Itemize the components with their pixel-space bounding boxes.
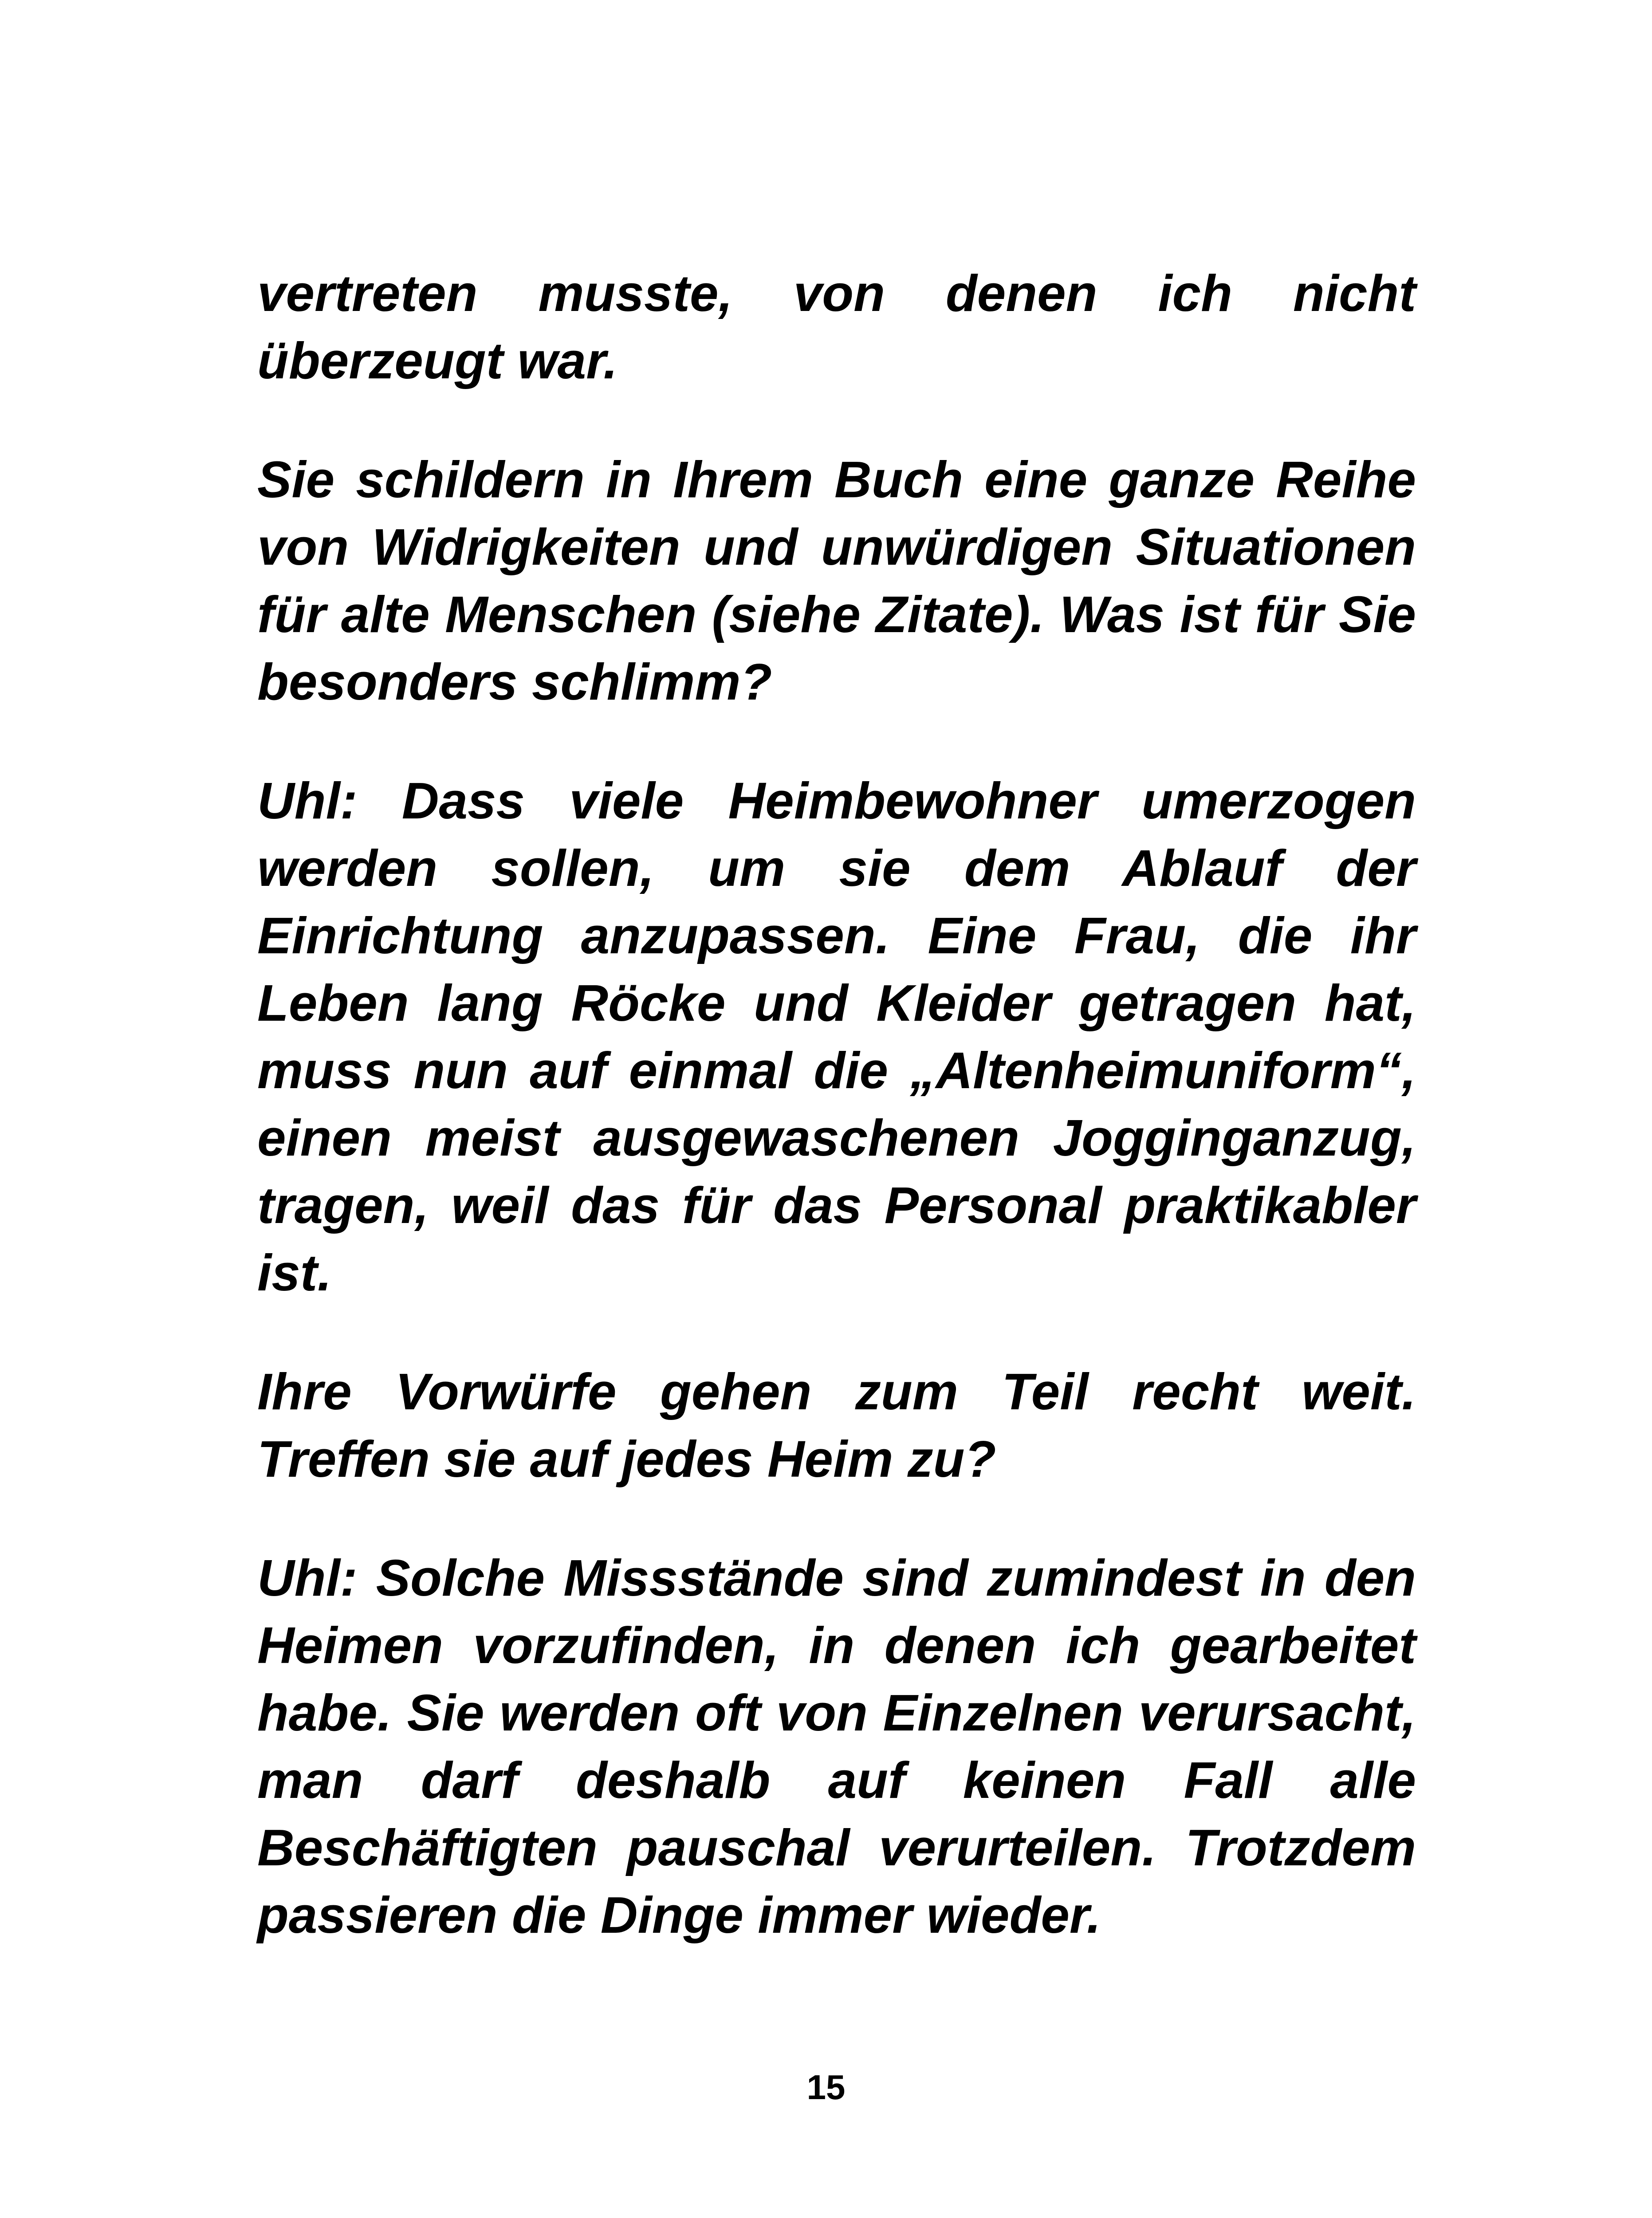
body-text [257,260,1416,1949]
page-number: 15 [806,2068,846,2107]
paragraph-question-1: Sie schildern in Ihrem Buch eine ganze Reihe von Widrigkeiten und unwürdigen Situationen für alte Menschen (siehe Zitate). Was ist für Sie besonders schlimm? [257,451,1416,711]
paragraph-continuation: vertreten musste, von denen ich nicht überzeugt war. [257,264,1416,389]
paragraph-question-2: Ihre Vorwürfe gehen zum Teil recht weit. Treffen sie auf jedes Heim zu? [257,1363,1416,1488]
paragraph-answer-1: Uhl: Dass viele Heimbewohner umerzogen werden sollen, um sie dem Ablauf der Einrichtung anzupassen. Eine Frau, die ihr Leben lang Röcke und Kleider getragen hat, muss nun auf einmal die „Altenheimuniform“, einen meist ausgewaschenen Jogginganzug, tragen, weil das für das Personal praktikabler ist. [257,772,1416,1302]
paragraph-answer-2: Uhl: Solche Missstände sind zumindest in den Heimen vorzufinden, in denen ich gearbeitet habe. Sie werden oft von Einzelnen verursacht, man darf deshalb auf keinen Fall alle Beschäftigten pauschal verurteilen. Trotzdem passieren die Dinge immer wieder. [257,1549,1416,1944]
